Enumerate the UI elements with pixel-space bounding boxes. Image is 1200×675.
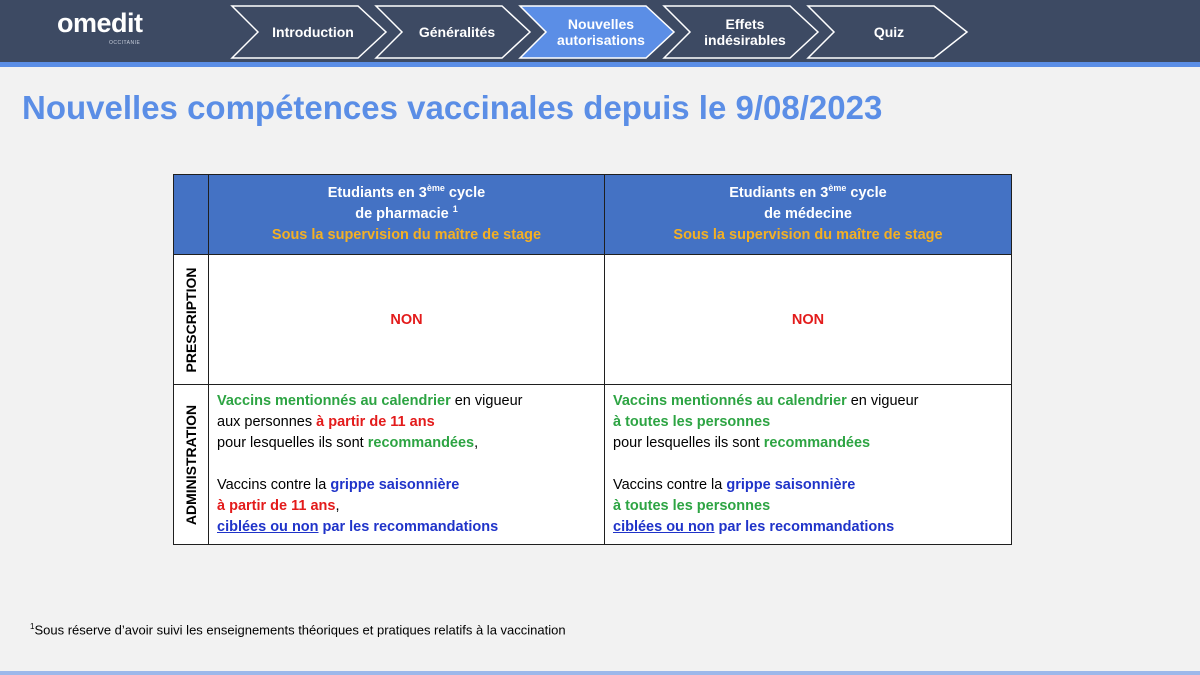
nav-step-label: Quiz [873,24,905,40]
text-line: Vaccins contre la grippe saisonnière [613,477,856,493]
supervision-note: Sous la supervision du maître de stage [271,227,542,243]
row-header-administration [174,385,209,545]
nav-step-effets-indesirables[interactable] [690,4,800,60]
administration-medecine-cell [605,385,1012,545]
nav-step-label: Effets indésirables [704,16,786,48]
logo-text: omedit [57,8,143,38]
text-line: pour lesquelles ils sont recommandées [613,435,871,451]
top-accent-line [0,62,1200,67]
text-line: aux personnes à partir de 11 ans [217,414,435,430]
header-line: de médecine [764,206,852,222]
text-line: ciblées ou non par les recommandations [613,519,895,535]
row-header-prescription [174,255,209,385]
row-label: PRESCRIPTION [183,266,199,373]
text-line: Vaccins mentionnés au calendrier en vigueur [217,393,523,409]
column-header-medecine [605,175,1012,255]
table-header-row [174,175,1012,255]
footnote-text: Sous réserve d’avoir suivi les enseignements théoriques et pratiques relatifs à la vaccination [34,622,566,638]
prescription-medecine-value: NON [605,255,1012,385]
table-corner-cell [174,175,209,255]
text-line: à partir de 11 ans, [217,498,340,514]
prescription-pharmacie-value: NON [209,255,605,385]
table-row-prescription [174,255,1012,385]
spacer [613,454,1003,475]
text-line: à toutes les personnes [613,414,771,430]
bottom-accent-line [0,671,1200,675]
page-title: Nouvelles compétences vaccinales depuis le 9/08/2023 [22,89,883,126]
header-line: Etudiants en 3ème cycle [327,183,486,201]
spacer [217,454,596,475]
header-line: Etudiants en 3ème cycle [729,183,887,201]
footnote-marker: 1 [30,622,35,631]
text-line: Vaccins contre la grippe saisonnière [217,477,460,493]
competences-table [173,174,1012,545]
footnote [30,622,566,637]
nav-step-quiz[interactable] [834,4,944,60]
supervision-note: Sous la supervision du maître de stage [673,227,943,243]
table-row-administration [174,385,1012,545]
omedit-logo [57,8,152,48]
administration-pharmacie-cell [209,385,605,545]
logo-subtitle: OCCITANIE [109,40,141,46]
nav-step-label: Introduction [272,24,354,40]
row-label: ADMINISTRATION [183,404,199,525]
nav-step-label: Généralités [418,24,496,40]
nav-step-nouvelles-autorisations[interactable] [546,4,656,60]
header-line: de pharmacie $^1$ [355,204,458,222]
text-line: pour lesquelles ils sont recommandées, [217,435,479,451]
text-line: à toutes les personnes [613,498,771,514]
nav-step-introduction[interactable] [258,4,368,60]
step-navigation [230,4,975,60]
text-line: ciblées ou non par les recommandations [217,519,499,535]
column-header-pharmacie [209,175,605,255]
nav-step-label: Nouvelles autorisations [557,16,645,48]
nav-step-generalites[interactable] [402,4,512,60]
text-line: Vaccins mentionnés au calendrier en vigueur [613,393,919,409]
